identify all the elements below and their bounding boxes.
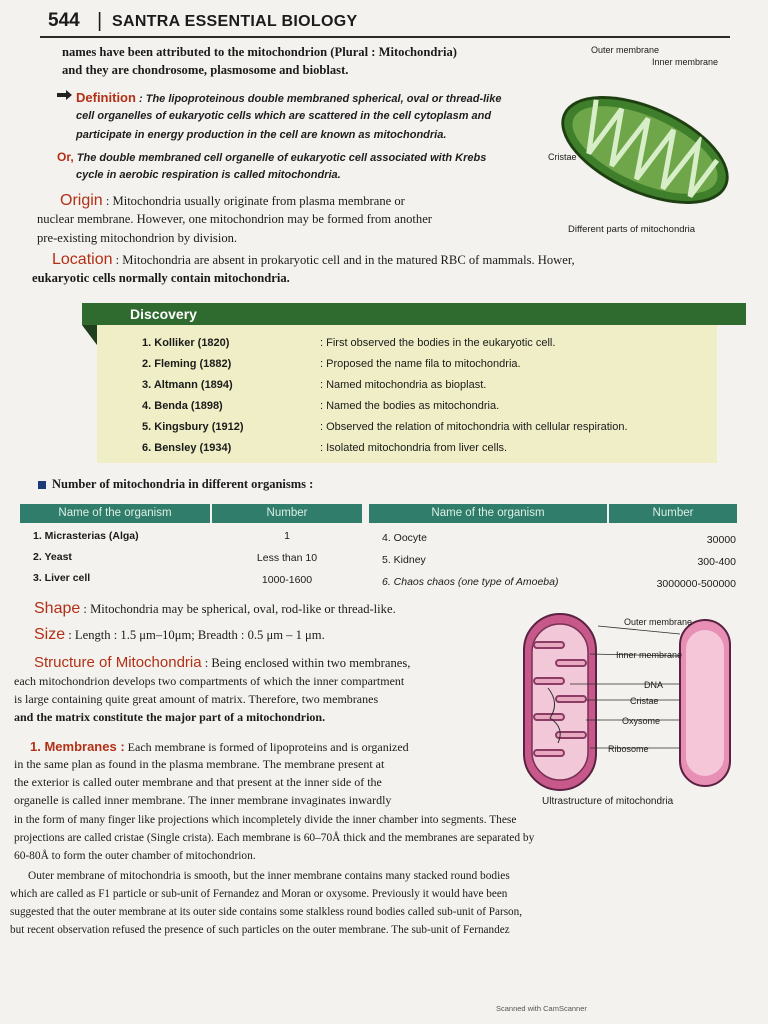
membranes-line-9: suggested that the outer membrane at its outer side contains some stalkless round bodies called sub-unit of Parson, xyxy=(10,906,523,918)
intro-line-1: names have been attributed to the mitochondrion (Plural : Mitochondria) xyxy=(62,45,457,59)
list-item: 1. Kolliker (1820) : First observed the bodies in the eukaryotic cell. xyxy=(142,337,556,349)
membranes-line-6: 60-80Å to form the outer chamber of mitochondrion. xyxy=(14,850,256,862)
fig1-label-outer: Outer membrane xyxy=(591,45,660,55)
membranes-line-8: which are called as F1 particle or sub-unit of Fernandez and Moran or oxysome. Previously it would have been xyxy=(10,888,508,900)
structure-text-2: each mitochondrion develops two compartments of which the inner compartment xyxy=(14,674,405,688)
table-header: Name of the organism xyxy=(369,504,607,523)
shape-text: : Mitochondria may be spherical, oval, rod-like or thread-like. xyxy=(83,602,396,616)
header-separator: | xyxy=(97,10,103,32)
fig1-caption: Different parts of mitochondria xyxy=(568,224,696,235)
table-cell: 30000 xyxy=(706,534,736,546)
mitochondrion-figure xyxy=(545,40,745,240)
membranes-heading: 1. Membranes : xyxy=(30,739,125,754)
definition-text-3: participate in energy production in the cell are known as mitochondria. xyxy=(76,129,447,141)
list-item: 2. Fleming (1882) : Proposed the name fila to mitochondria. xyxy=(142,358,521,370)
page-number: 544 xyxy=(48,10,80,31)
fig2-caption: Ultrastructure of mitochondria xyxy=(542,796,674,807)
shape-heading: Shape xyxy=(34,600,81,617)
fig2-label-dna: DNA xyxy=(644,680,664,690)
table-cell: 4. Oocyte xyxy=(382,532,427,544)
structure-heading: Structure of Mitochondria xyxy=(34,654,202,671)
list-item: 6. Bensley (1934) : Isolated mitochondria from liver cells. xyxy=(142,442,508,454)
definition-text-1: : The lipoproteinous double membraned spherical, oval or thread-like xyxy=(139,93,502,105)
hand-pointer-icon xyxy=(57,88,73,100)
book-title: SANTRA ESSENTIAL BIOLOGY xyxy=(112,13,358,30)
table-cell: 1000-1600 xyxy=(261,574,313,586)
list-item: 5. Kingsbury (1912) : Observed the relation of mitochondria with cellular respiration. xyxy=(142,421,628,433)
origin-heading: Origin xyxy=(60,192,103,209)
discovery-list xyxy=(142,333,712,459)
definition-text-2: cell organelles of eukaryotic cells which are scattered in the cell cytoplasm and xyxy=(76,110,492,122)
membranes-line-1: in the same plan as found in the plasma membrane. The membrane present at xyxy=(14,757,385,771)
table-cell: 300-400 xyxy=(697,556,736,568)
or-text-1: The double membraned cell organelle of eukaryotic cell associated with Krebs xyxy=(76,152,487,164)
structure-text-1: : Being enclosed within two membranes, xyxy=(204,656,411,670)
origin-text-3: pre-existing mitochondrion by division. xyxy=(37,231,238,245)
structure-text-4: and the matrix constitute the major part of a mitochondrion. xyxy=(14,710,326,724)
table-cell: Less than 10 xyxy=(256,552,318,564)
size-text: : Length : 1.5 μm–10μm; Breadth : 0.5 μm – 1 μm. xyxy=(68,628,325,642)
table-cell: 2. Yeast xyxy=(33,551,72,563)
structure-text-3: is large containing quite great amount of matrix. Therefore, two membranes xyxy=(14,692,379,706)
origin-text-2: nuclear membrane. However, one mitochondrion may be formed from another xyxy=(37,212,433,226)
table-cell: 5. Kidney xyxy=(382,554,426,566)
table-cell: 6. Chaos chaos (one type of Amoeba) xyxy=(382,576,559,588)
fig2-label-ribosome: Ribosome xyxy=(608,744,649,754)
size-heading: Size xyxy=(34,626,66,643)
fig1-label-cristae: Cristae xyxy=(548,152,577,162)
origin-text-1: : Mitochondria usually originate from plasma membrane or xyxy=(105,194,405,208)
or-text-2: cycle in aerobic respiration is called mitochondria. xyxy=(76,169,341,181)
fig2-label-inner: Inner membrane xyxy=(616,650,683,660)
membranes-line-2: the exterior is called outer membrane and that present at the inner side of the xyxy=(14,775,382,789)
fig1-label-inner: Inner membrane xyxy=(652,57,719,67)
table-cell: 1. Micrasterias (Alga) xyxy=(33,530,139,542)
table-cell: 1 xyxy=(284,530,290,542)
location-text-1: : Mitochondria are absent in prokaryotic cell and in the matured RBC of mammals. Hower, xyxy=(115,253,575,267)
membranes-line-10: but recent observation refused the presence of such particles on the outer membrane. The sub-unit of Fernandez xyxy=(10,924,510,936)
fig2-label-cristae: Cristae xyxy=(630,696,659,706)
definition-label: Definition xyxy=(76,90,136,105)
table-header: Name of the organism xyxy=(20,504,210,523)
intro-line-2: and they are chondrosome, plasmosome and bioblast. xyxy=(62,63,349,77)
location-heading: Location xyxy=(52,251,113,268)
list-item: 3. Altmann (1894) : Named mitochondria as bioplast. xyxy=(142,379,487,391)
membranes-line-3: organelle is called inner membrane. The inner membrane invaginates inwardly xyxy=(14,793,392,807)
scanner-watermark: Scanned with CamScanner xyxy=(496,1004,587,1013)
discovery-tab-fold xyxy=(82,325,97,345)
fig2-label-outer: Outer membrane xyxy=(624,617,693,627)
list-item: 4. Benda (1898) : Named the bodies as mitochondria. xyxy=(142,400,500,412)
membranes-line-5: projections are called cristae (Single crista). Each membrane is 60–70Å thick and the membranes are separated by xyxy=(14,832,535,844)
discovery-title: Discovery xyxy=(130,306,197,322)
fig2-label-oxysome: Oxysome xyxy=(622,716,661,726)
header-rule xyxy=(40,36,730,38)
or-label: Or, xyxy=(57,150,74,164)
membranes-line-4: in the form of many finger like projections which incompletely divide the inner chamber into segments. These xyxy=(14,814,517,826)
membranes-line-0: Each membrane is formed of lipoproteins and is organized xyxy=(127,740,409,754)
table-cell: 3. Liver cell xyxy=(33,572,91,584)
location-text-2: eukaryotic cells normally contain mitochondria. xyxy=(32,271,290,285)
bullet-square-icon xyxy=(38,481,46,489)
table-header: Number xyxy=(609,504,737,523)
number-table-title: Number of mitochondria in different organisms : xyxy=(52,477,314,491)
table-header: Number xyxy=(212,504,362,523)
table-cell: 3000000-500000 xyxy=(656,578,736,590)
membranes-line-7: Outer membrane of mitochondria is smooth, but the inner membrane contains many stacked round bodies xyxy=(28,870,510,882)
